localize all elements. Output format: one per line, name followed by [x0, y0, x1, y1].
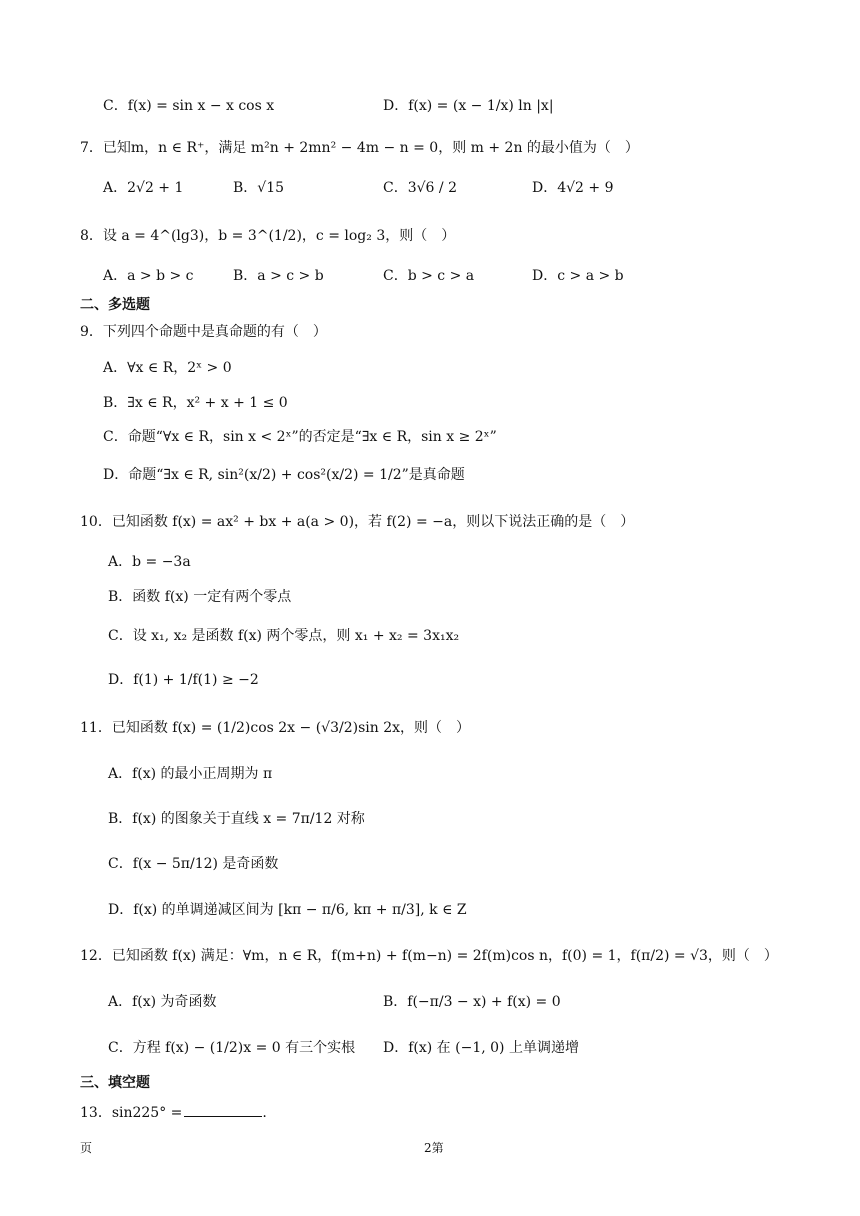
q9-option-d: D．命题“∃x ∈ R, sin²(x/2) + cos²(x/2) = 1/2”是真命题 — [103, 467, 465, 483]
question-11: 11．已知函数 f(x) = (1/2)cos 2x − (√3/2)sin 2x，则（ ） — [80, 720, 470, 736]
q8-option-a: A．a > b > c — [103, 268, 194, 284]
question-13-period: . — [262, 1105, 267, 1121]
question-10: 10．已知函数 f(x) = ax² + bx + a(a > 0)，若 f(2) = −a，则以下说法正确的是（ ） — [80, 514, 635, 530]
q10-option-c: C．设 x₁, x₂ 是函数 f(x) 两个零点，则 x₁ + x₂ = 3x₁x₂ — [108, 628, 460, 644]
q12-option-a: A．f(x) 为奇函数 — [108, 994, 217, 1010]
question-8: 8．设 a = 4^(lg3)，b = 3^(1/2)，c = log₂ 3，则（ ） — [80, 228, 456, 244]
footer-left: 页 — [80, 1141, 93, 1155]
question-13 — [80, 1102, 267, 1123]
question-12: 12．已知函数 f(x) 满足：∀m，n ∈ R，f(m+n) + f(m−n) = 2f(m)cos n，f(0) = 1，f(π/2) = √3，则（ ） — [80, 948, 778, 964]
q6-option-c: C．f(x) = sin x − x cos x — [103, 98, 275, 114]
q9-option-a: A．∀x ∈ R，2ˣ > 0 — [103, 360, 232, 376]
q7-option-b: B．√15 — [233, 180, 285, 196]
q12-option-c: C．方程 f(x) − (1/2)x = 0 有三个实根 — [108, 1040, 356, 1056]
q9-option-c: C．命题“∀x ∈ R，sin x < 2ˣ”的否定是“∃x ∈ R，sin x ≥ 2ˣ” — [103, 429, 497, 445]
q11-option-a: A．f(x) 的最小正周期为 π — [108, 766, 273, 782]
q9-option-b: B．∃x ∈ R，x² + x + 1 ≤ 0 — [103, 395, 288, 411]
q7-option-d: D．4√2 + 9 — [532, 180, 614, 196]
question-7: 7．已知m，n ∈ R⁺，满足 m²n + 2mn² − 4m − n = 0，则 m + 2n 的最小值为（ ） — [80, 140, 639, 156]
q12-option-b: B．f(−π/3 − x) + f(x) = 0 — [383, 994, 561, 1010]
footer-page-number: 2第 — [424, 1141, 444, 1155]
q7-option-a: A．2√2 + 1 — [103, 180, 184, 196]
q10-option-d: D．f(1) + 1/f(1) ≥ −2 — [108, 672, 259, 688]
q11-option-b: B．f(x) 的图象关于直线 x = 7π/12 对称 — [108, 811, 365, 827]
section-heading-multiple-choice: 二、多选题 — [80, 297, 150, 313]
q6-option-d: D．f(x) = (x − 1/x) ln |x| — [383, 98, 554, 114]
q7-option-c: C．3√6 / 2 — [383, 180, 457, 196]
q8-option-b: B．a > c > b — [233, 268, 324, 284]
answer-blank — [184, 1102, 262, 1117]
q11-option-d: D．f(x) 的单调递减区间为 [kπ − π/6, kπ + π/3], k ∈ Z — [108, 902, 467, 918]
question-9: 9．下列四个命题中是真命题的有（ ） — [80, 324, 327, 340]
q8-option-d: D．c > a > b — [532, 268, 624, 284]
q12-option-d: D．f(x) 在 (−1, 0) 上单调递增 — [383, 1040, 579, 1056]
question-13-text: 13．sin225° = — [80, 1105, 183, 1121]
q10-option-a: A．b = −3a — [108, 554, 191, 570]
q11-option-c: C．f(x − 5π/12) 是奇函数 — [108, 856, 279, 872]
section-heading-fill-in: 三、填空题 — [80, 1075, 150, 1091]
q8-option-c: C．b > c > a — [383, 268, 475, 284]
q10-option-b: B．函数 f(x) 一定有两个零点 — [108, 589, 292, 605]
